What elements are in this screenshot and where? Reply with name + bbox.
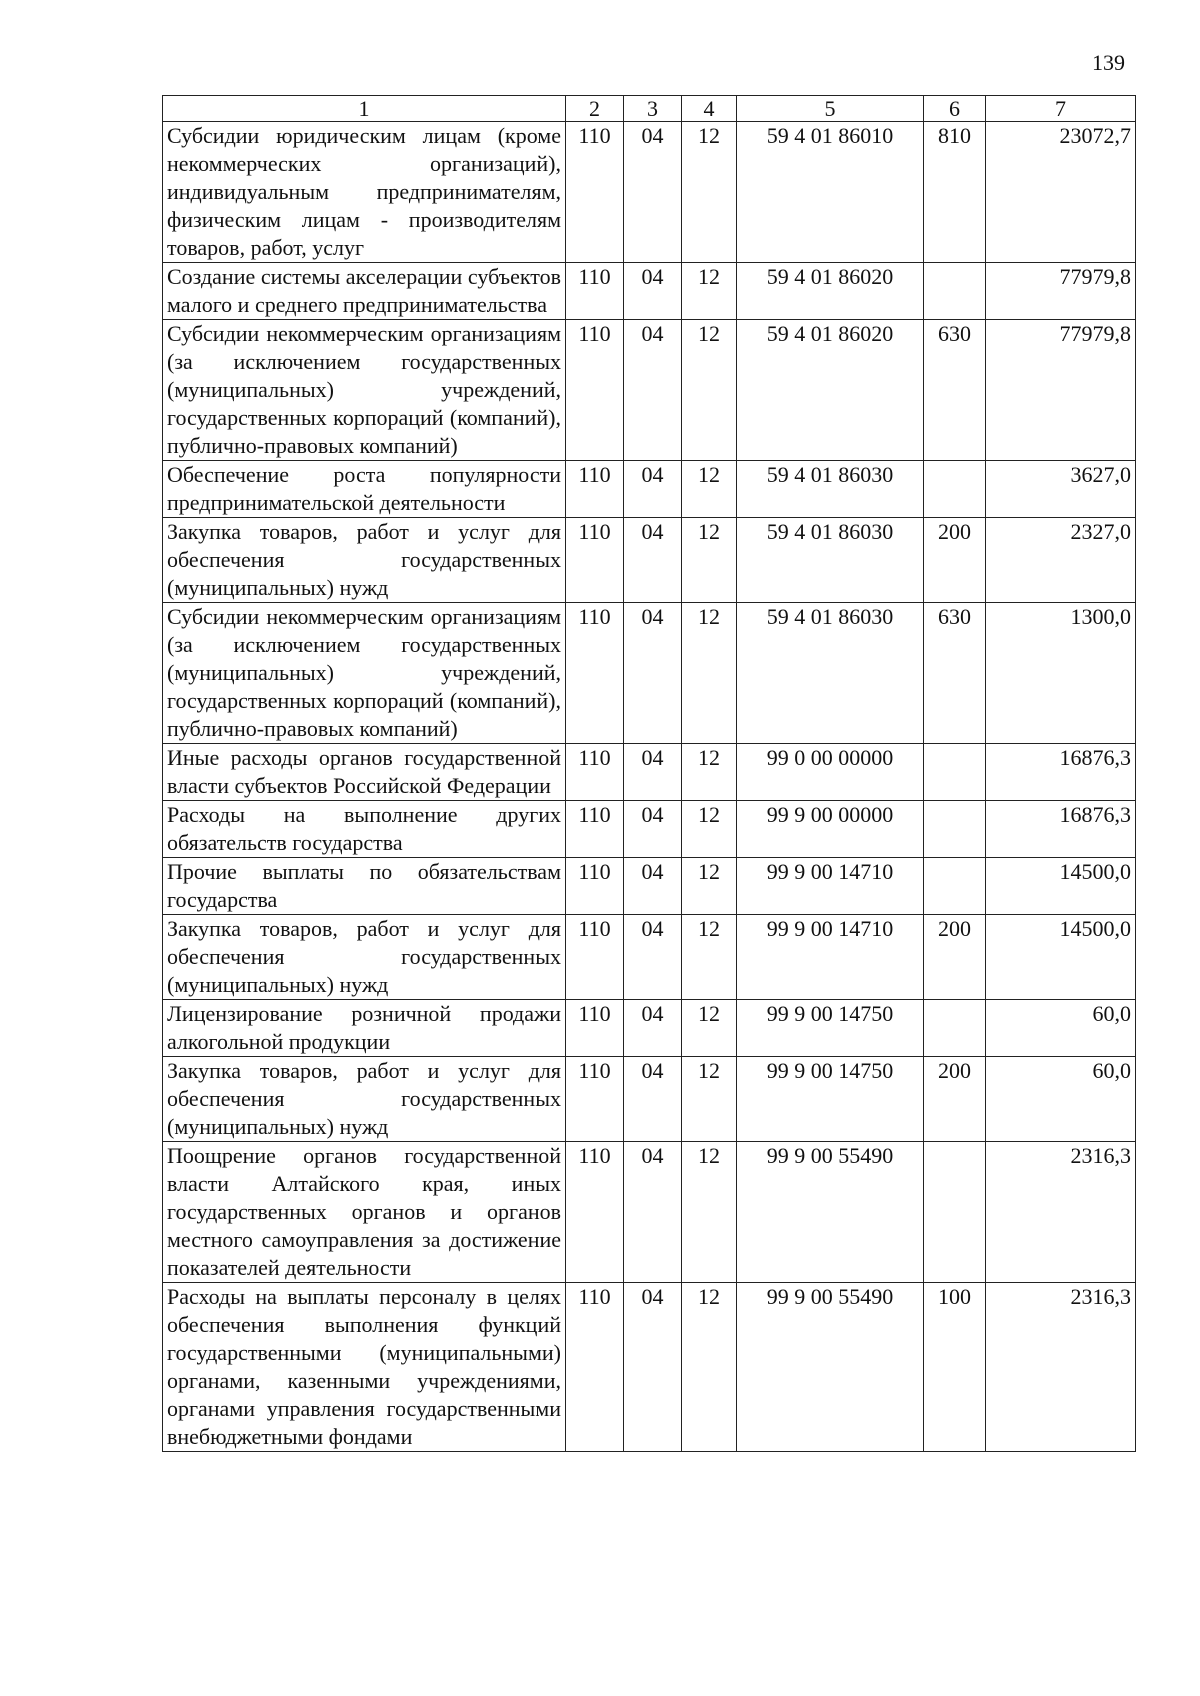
subsection-code-cell: 12: [682, 122, 737, 263]
target-article-cell: 99 9 00 55490: [737, 1283, 924, 1452]
budget-table: [162, 95, 1136, 1452]
subsection-code-cell: 12: [682, 915, 737, 1000]
section-code-cell: 04: [624, 461, 682, 518]
item-name-cell: Закупка товаров, работ и услуг для обеспечения государственных (муниципальных) нужд: [163, 915, 566, 1000]
section-code-cell: 04: [624, 263, 682, 320]
table-row: [163, 1000, 1136, 1057]
expense-type-cell: [924, 263, 986, 320]
amount-cell: 23072,7: [986, 122, 1136, 263]
column-header: 1: [163, 96, 566, 122]
subsection-code-cell: 12: [682, 1000, 737, 1057]
subsection-code-cell: 12: [682, 461, 737, 518]
subsection-code-cell: 12: [682, 744, 737, 801]
ministry-code-cell: 110: [566, 1057, 624, 1142]
section-code-cell: 04: [624, 744, 682, 801]
amount-cell: 16876,3: [986, 801, 1136, 858]
expense-type-cell: [924, 801, 986, 858]
table-row: [163, 801, 1136, 858]
target-article-cell: 99 9 00 14710: [737, 915, 924, 1000]
table-row: [163, 915, 1136, 1000]
table-row: [163, 1283, 1136, 1452]
target-article-cell: 59 4 01 86020: [737, 320, 924, 461]
ministry-code-cell: 110: [566, 320, 624, 461]
subsection-code-cell: 12: [682, 263, 737, 320]
item-name-cell: Прочие выплаты по обязательствам государства: [163, 858, 566, 915]
section-code-cell: 04: [624, 518, 682, 603]
item-name-cell: Расходы на выплаты персоналу в целях обеспечения выполнения функций государственными (муниципальными) органами, казенными учреждениями, органами управления государственными внебюджетными фондами: [163, 1283, 566, 1452]
table-row: [163, 263, 1136, 320]
section-code-cell: 04: [624, 915, 682, 1000]
expense-type-cell: [924, 858, 986, 915]
subsection-code-cell: 12: [682, 1142, 737, 1283]
subsection-code-cell: 12: [682, 603, 737, 744]
subsection-code-cell: 12: [682, 518, 737, 603]
target-article-cell: 99 0 00 00000: [737, 744, 924, 801]
item-name-cell: Расходы на выполнение других обязательств государства: [163, 801, 566, 858]
column-header: 4: [682, 96, 737, 122]
page-number: 139: [1092, 50, 1125, 75]
expense-type-cell: 200: [924, 518, 986, 603]
expense-type-cell: 200: [924, 1057, 986, 1142]
ministry-code-cell: 110: [566, 744, 624, 801]
ministry-code-cell: 110: [566, 1283, 624, 1452]
section-code-cell: 04: [624, 603, 682, 744]
expense-type-cell: [924, 1142, 986, 1283]
ministry-code-cell: 110: [566, 461, 624, 518]
expense-type-cell: 630: [924, 603, 986, 744]
subsection-code-cell: 12: [682, 1283, 737, 1452]
target-article-cell: 59 4 01 86030: [737, 518, 924, 603]
table-row: [163, 603, 1136, 744]
item-name-cell: Закупка товаров, работ и услуг для обеспечения государственных (муниципальных) нужд: [163, 518, 566, 603]
subsection-code-cell: 12: [682, 801, 737, 858]
amount-cell: 77979,8: [986, 320, 1136, 461]
section-code-cell: 04: [624, 1057, 682, 1142]
subsection-code-cell: 12: [682, 858, 737, 915]
item-name-cell: Поощрение органов государственной власти Алтайского края, иных государственных органов и органов местного самоуправления за достижение показателей деятельности: [163, 1142, 566, 1283]
ministry-code-cell: 110: [566, 801, 624, 858]
expense-type-cell: 810: [924, 122, 986, 263]
item-name-cell: Иные расходы органов государственной власти субъектов Российской Федерации: [163, 744, 566, 801]
expense-type-cell: 100: [924, 1283, 986, 1452]
item-name-cell: Обеспечение роста популярности предпринимательской деятельности: [163, 461, 566, 518]
section-code-cell: 04: [624, 858, 682, 915]
target-article-cell: 99 9 00 14710: [737, 858, 924, 915]
ministry-code-cell: 110: [566, 858, 624, 915]
table-row: [163, 1057, 1136, 1142]
ministry-code-cell: 110: [566, 915, 624, 1000]
amount-cell: 14500,0: [986, 858, 1136, 915]
column-header: 6: [924, 96, 986, 122]
expense-type-cell: [924, 744, 986, 801]
table-header-row: [163, 96, 1136, 122]
item-name-cell: Создание системы акселерации субъектов малого и среднего предпринимательства: [163, 263, 566, 320]
ministry-code-cell: 110: [566, 603, 624, 744]
target-article-cell: 99 9 00 14750: [737, 1000, 924, 1057]
section-code-cell: 04: [624, 1142, 682, 1283]
item-name-cell: Субсидии некоммерческим организациям (за исключением государственных (муниципальных) учреждений, государственных корпораций (компаний), публично-правовых компаний): [163, 320, 566, 461]
column-header: 2: [566, 96, 624, 122]
amount-cell: 16876,3: [986, 744, 1136, 801]
column-header: 3: [624, 96, 682, 122]
expense-type-cell: 630: [924, 320, 986, 461]
table-row: [163, 858, 1136, 915]
table-row: [163, 744, 1136, 801]
ministry-code-cell: 110: [566, 518, 624, 603]
column-header: 5: [737, 96, 924, 122]
target-article-cell: 59 4 01 86020: [737, 263, 924, 320]
expense-type-cell: 200: [924, 915, 986, 1000]
amount-cell: 14500,0: [986, 915, 1136, 1000]
item-name-cell: Закупка товаров, работ и услуг для обеспечения государственных (муниципальных) нужд: [163, 1057, 566, 1142]
target-article-cell: 99 9 00 00000: [737, 801, 924, 858]
target-article-cell: 59 4 01 86030: [737, 603, 924, 744]
section-code-cell: 04: [624, 801, 682, 858]
table-row: [163, 518, 1136, 603]
ministry-code-cell: 110: [566, 1000, 624, 1057]
amount-cell: 77979,8: [986, 263, 1136, 320]
section-code-cell: 04: [624, 320, 682, 461]
amount-cell: 2316,3: [986, 1283, 1136, 1452]
amount-cell: 2316,3: [986, 1142, 1136, 1283]
amount-cell: 60,0: [986, 1000, 1136, 1057]
ministry-code-cell: 110: [566, 122, 624, 263]
target-article-cell: 59 4 01 86030: [737, 461, 924, 518]
table-row: [163, 320, 1136, 461]
expense-type-cell: [924, 1000, 986, 1057]
item-name-cell: Субсидии некоммерческим организациям (за исключением государственных (муниципальных) учреждений, государственных корпораций (компаний), публично-правовых компаний): [163, 603, 566, 744]
amount-cell: 2327,0: [986, 518, 1136, 603]
target-article-cell: 99 9 00 55490: [737, 1142, 924, 1283]
amount-cell: 60,0: [986, 1057, 1136, 1142]
target-article-cell: 99 9 00 14750: [737, 1057, 924, 1142]
ministry-code-cell: 110: [566, 263, 624, 320]
table-row: [163, 122, 1136, 263]
target-article-cell: 59 4 01 86010: [737, 122, 924, 263]
expense-type-cell: [924, 461, 986, 518]
section-code-cell: 04: [624, 1283, 682, 1452]
amount-cell: 1300,0: [986, 603, 1136, 744]
item-name-cell: Лицензирование розничной продажи алкогольной продукции: [163, 1000, 566, 1057]
table-row: [163, 461, 1136, 518]
item-name-cell: Субсидии юридическим лицам (кроме некоммерческих организаций), индивидуальным предпринимателям, физическим лицам - производителям товаров, работ, услуг: [163, 122, 566, 263]
table-row: [163, 1142, 1136, 1283]
section-code-cell: 04: [624, 1000, 682, 1057]
subsection-code-cell: 12: [682, 1057, 737, 1142]
ministry-code-cell: 110: [566, 1142, 624, 1283]
subsection-code-cell: 12: [682, 320, 737, 461]
column-header: 7: [986, 96, 1136, 122]
amount-cell: 3627,0: [986, 461, 1136, 518]
section-code-cell: 04: [624, 122, 682, 263]
